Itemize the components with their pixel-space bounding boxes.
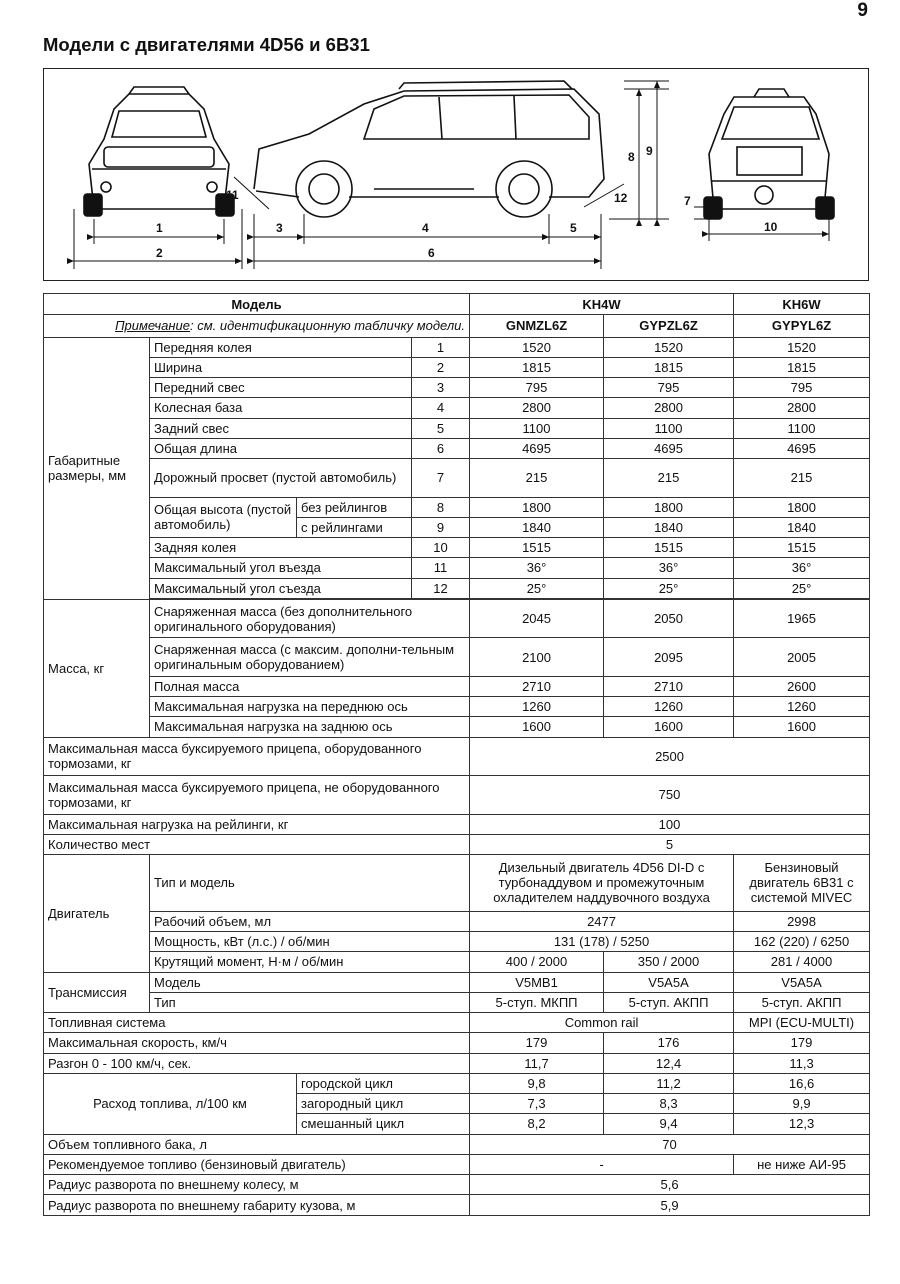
cell-value: 2045 (470, 599, 604, 638)
cell-value: 100 (470, 814, 870, 834)
cell-value: 7,3 (470, 1094, 604, 1114)
table-row (44, 911, 870, 931)
table-row (44, 992, 870, 1012)
table-row (44, 1013, 870, 1033)
cell-value: V5A5A (604, 972, 734, 992)
cell-value: 1815 (470, 357, 604, 377)
cell-value: 16,6 (734, 1073, 870, 1093)
diagram-label-12: 12 (614, 191, 628, 205)
cell-value: 750 (470, 776, 870, 815)
diagram-label-7: 7 (684, 194, 691, 208)
row-label: Максимальный угол съезда (150, 578, 412, 598)
cell-value: 215 (604, 459, 734, 498)
row-number: 11 (412, 558, 470, 578)
table-row (44, 497, 870, 517)
cell-value: 25° (470, 578, 604, 598)
cell-value: 11,3 (734, 1053, 870, 1073)
cell-value: 1840 (734, 517, 870, 537)
table-row (44, 676, 870, 696)
row-number: 12 (412, 578, 470, 598)
row-label: Снаряженная масса (с максим. дополни-тельным оригинальным оборудованием) (150, 638, 470, 677)
cell-value: 11,2 (604, 1073, 734, 1093)
table-row (44, 638, 870, 677)
front-view-drawing (84, 87, 234, 216)
cell-value: 5-ступ. АКПП (734, 992, 870, 1012)
row-label: Дорожный просвет (пустой автомобиль) (150, 459, 412, 498)
group-label: Двигатель (44, 855, 150, 972)
row-label: Количество мест (44, 834, 470, 854)
diagram-label-10: 10 (764, 220, 778, 234)
row-label: Максимальная масса буксируемого прицепа, не оборудованного тормозами, кг (44, 776, 470, 815)
diagram-label-5: 5 (570, 221, 577, 235)
header-code: GNMZL6Z (470, 315, 604, 337)
vehicle-dimension-diagram (43, 68, 869, 281)
row-label: Ширина (150, 357, 412, 377)
cell-value: 1815 (604, 357, 734, 377)
cell-value: 1600 (604, 717, 734, 737)
row-label: Снаряженная масса (без дополнительного оригинального оборудования) (150, 599, 470, 638)
cell-value: 5,9 (470, 1195, 870, 1216)
row-label: Радиус разворота по внешнему габариту кузова, м (44, 1195, 470, 1216)
cell-value: 2477 (470, 911, 734, 931)
cell-value: 2500 (470, 737, 870, 776)
cell-value: 4695 (604, 438, 734, 458)
row-label: Максимальная масса буксируемого прицепа, оборудованного тормозами, кг (44, 737, 470, 776)
cell-value: 1800 (470, 497, 604, 517)
cell-value: 11,7 (470, 1053, 604, 1073)
table-row (44, 1195, 870, 1216)
row-number: 4 (412, 398, 470, 418)
diagram-label-3: 3 (276, 221, 283, 235)
row-label: Радиус разворота по внешнему колесу, м (44, 1175, 470, 1195)
cell-value: 2100 (470, 638, 604, 677)
cell-value: 1100 (604, 418, 734, 438)
table-row (44, 1154, 870, 1174)
row-label: Максимальная нагрузка на заднюю ось (150, 717, 470, 737)
cell-value: 1965 (734, 599, 870, 638)
row-label: Задняя колея (150, 538, 412, 558)
row-sublabel: городской цикл (297, 1073, 470, 1093)
table-row (44, 1053, 870, 1073)
group-label: Расход топлива, л/100 км (44, 1073, 297, 1134)
cell-value: 795 (470, 378, 604, 398)
cell-value: 215 (470, 459, 604, 498)
row-number: 2 (412, 357, 470, 377)
cell-value: 9,8 (470, 1073, 604, 1093)
page-title: Модели с двигателями 4D56 и 6B31 (43, 34, 370, 55)
row-sublabel: без рейлингов (297, 497, 412, 517)
row-number: 6 (412, 438, 470, 458)
cell-value: 795 (734, 378, 870, 398)
cell-value: 1260 (604, 697, 734, 717)
table-row (44, 814, 870, 834)
diagram-label-1: 1 (156, 221, 163, 235)
cell-value: 1520 (470, 337, 604, 357)
cell-value: 176 (604, 1033, 734, 1053)
cell-value: 4695 (734, 438, 870, 458)
cell-value: 1515 (734, 538, 870, 558)
header-group-kh4w: KH4W (470, 294, 734, 315)
cell-value: Дизельный двигатель 4D56 DI-D с турбонаддувом и промежуточным охладителем наддувочного воздуха (470, 855, 734, 912)
row-label: Максимальная нагрузка на рейлинги, кг (44, 814, 470, 834)
row-label: Колесная база (150, 398, 412, 418)
row-number: 7 (412, 459, 470, 498)
table-row (44, 398, 870, 418)
row-number: 10 (412, 538, 470, 558)
row-label: Разгон 0 - 100 км/ч, сек. (44, 1053, 470, 1073)
cell-value: 1840 (604, 517, 734, 537)
cell-value: 2800 (470, 398, 604, 418)
cell-value: 5 (470, 834, 870, 854)
diagram-label-11: 11 (226, 188, 239, 202)
header-model-label: Модель (44, 294, 470, 315)
row-label: Рабочий объем, мл (150, 911, 470, 931)
cell-value: 1840 (470, 517, 604, 537)
table-row (44, 558, 870, 578)
cell-value: 8,2 (470, 1114, 604, 1134)
table-row (44, 599, 870, 638)
diagram-label-9: 9 (646, 144, 653, 158)
row-number: 1 (412, 337, 470, 357)
table-row (44, 538, 870, 558)
dimension-lines (74, 81, 829, 269)
cell-value: 2998 (734, 911, 870, 931)
cell-value: 2005 (734, 638, 870, 677)
cell-value: 1515 (604, 538, 734, 558)
table-row (44, 972, 870, 992)
header-code: GYPZL6Z (604, 315, 734, 337)
cell-value: 12,4 (604, 1053, 734, 1073)
diagram-label-2: 2 (156, 246, 163, 260)
table-row (44, 337, 870, 357)
cell-value: не ниже АИ-95 (734, 1154, 870, 1174)
table-row (44, 737, 870, 776)
row-label: Передний свес (150, 378, 412, 398)
cell-value: 5,6 (470, 1175, 870, 1195)
cell-value: 795 (604, 378, 734, 398)
cell-value: 2710 (470, 676, 604, 696)
cell-value: 1800 (734, 497, 870, 517)
row-label: Объем топливного бака, л (44, 1134, 470, 1154)
cell-value: 8,3 (604, 1094, 734, 1114)
cell-value: 2800 (604, 398, 734, 418)
cell-value: 36° (604, 558, 734, 578)
diagram-label-4: 4 (422, 221, 429, 235)
row-sublabel: смешанный цикл (297, 1114, 470, 1134)
row-label: Тип (150, 992, 470, 1012)
cell-value: 36° (734, 558, 870, 578)
cell-value: 2800 (734, 398, 870, 418)
cell-value: - (470, 1154, 734, 1174)
cell-value: 1100 (734, 418, 870, 438)
diagram-label-8: 8 (628, 150, 635, 164)
group-label: Габаритные размеры, мм (44, 337, 150, 599)
table-row (44, 1033, 870, 1053)
table-row (44, 459, 870, 498)
row-label: Общая длина (150, 438, 412, 458)
header-note: Примечание: см. идентификационную табличку модели. (44, 315, 470, 337)
row-number: 3 (412, 378, 470, 398)
cell-value: 215 (734, 459, 870, 498)
cell-value: 131 (178) / 5250 (470, 932, 734, 952)
cell-value: V5A5A (734, 972, 870, 992)
row-label: Крутящий момент, Н·м / об/мин (150, 952, 470, 972)
cell-value: 1600 (470, 717, 604, 737)
cell-value: 1515 (470, 538, 604, 558)
cell-value: 9,4 (604, 1114, 734, 1134)
cell-value: 1815 (734, 357, 870, 377)
cell-value: 400 / 2000 (470, 952, 604, 972)
table-row (44, 952, 870, 972)
cell-value: 4695 (470, 438, 604, 458)
cell-value: 1260 (734, 697, 870, 717)
cell-value: 25° (604, 578, 734, 598)
cell-value: 2050 (604, 599, 734, 638)
row-label: Максимальный угол въезда (150, 558, 412, 578)
cell-value: 2600 (734, 676, 870, 696)
row-number: 8 (412, 497, 470, 517)
table-row (44, 776, 870, 815)
row-label: Максимальная нагрузка на переднюю ось (150, 697, 470, 717)
table-row (44, 357, 870, 377)
rear-view-drawing (704, 89, 834, 219)
cell-value: 350 / 2000 (604, 952, 734, 972)
cell-value: 1800 (604, 497, 734, 517)
row-label: Модель (150, 972, 470, 992)
table-row (44, 834, 870, 854)
table-row (44, 932, 870, 952)
cell-value: 25° (734, 578, 870, 598)
cell-value: 162 (220) / 6250 (734, 932, 870, 952)
table-row (44, 418, 870, 438)
cell-value: MPI (ECU-MULTI) (734, 1013, 870, 1033)
specifications-table (43, 293, 870, 1216)
row-label: Общая высота (пустой автомобиль) (150, 497, 297, 538)
table-row (44, 1175, 870, 1195)
table-row (44, 378, 870, 398)
row-label: Задний свес (150, 418, 412, 438)
cell-value: 1520 (604, 337, 734, 357)
table-row (44, 855, 870, 912)
row-label: Полная масса (150, 676, 470, 696)
cell-value: Common rail (470, 1013, 734, 1033)
cell-value: 179 (470, 1033, 604, 1053)
cell-value: 5-ступ. МКПП (470, 992, 604, 1012)
table-row (44, 717, 870, 737)
cell-value: Бензиновый двигатель 6B31 с системой MIVEC (734, 855, 870, 912)
cell-value: 12,3 (734, 1114, 870, 1134)
cell-value: 179 (734, 1033, 870, 1053)
table-row (44, 438, 870, 458)
page-number: 9 (857, 0, 868, 21)
cell-value: 36° (470, 558, 604, 578)
table-row (44, 697, 870, 717)
header-group-kh6w: KH6W (734, 294, 870, 315)
cell-value: 1100 (470, 418, 604, 438)
table-row (44, 1073, 870, 1093)
cell-value: 9,9 (734, 1094, 870, 1114)
group-label: Масса, кг (44, 599, 150, 737)
cell-value: 5-ступ. АКПП (604, 992, 734, 1012)
row-sublabel: с рейлингами (297, 517, 412, 537)
cell-value: 1600 (734, 717, 870, 737)
diagram-label-6: 6 (428, 246, 435, 260)
row-label: Максимальная скорость, км/ч (44, 1033, 470, 1053)
cell-value: 2710 (604, 676, 734, 696)
group-label: Трансмиссия (44, 972, 150, 1013)
cell-value: 70 (470, 1134, 870, 1154)
row-label: Тип и модель (150, 855, 470, 912)
row-number: 9 (412, 517, 470, 537)
row-label: Рекомендуемое топливо (бензиновый двигатель) (44, 1154, 470, 1174)
table-row (44, 1134, 870, 1154)
cell-value: 281 / 4000 (734, 952, 870, 972)
cell-value: 2095 (604, 638, 734, 677)
cell-value: 1260 (470, 697, 604, 717)
row-label: Мощность, кВт (л.с.) / об/мин (150, 932, 470, 952)
table-row (44, 578, 870, 598)
row-sublabel: загородный цикл (297, 1094, 470, 1114)
header-code: GYPYL6Z (734, 315, 870, 337)
cell-value: V5MB1 (470, 972, 604, 992)
row-label: Топливная система (44, 1013, 470, 1033)
row-number: 5 (412, 418, 470, 438)
row-label: Передняя колея (150, 337, 412, 357)
cell-value: 1520 (734, 337, 870, 357)
side-view-drawing (254, 81, 604, 217)
